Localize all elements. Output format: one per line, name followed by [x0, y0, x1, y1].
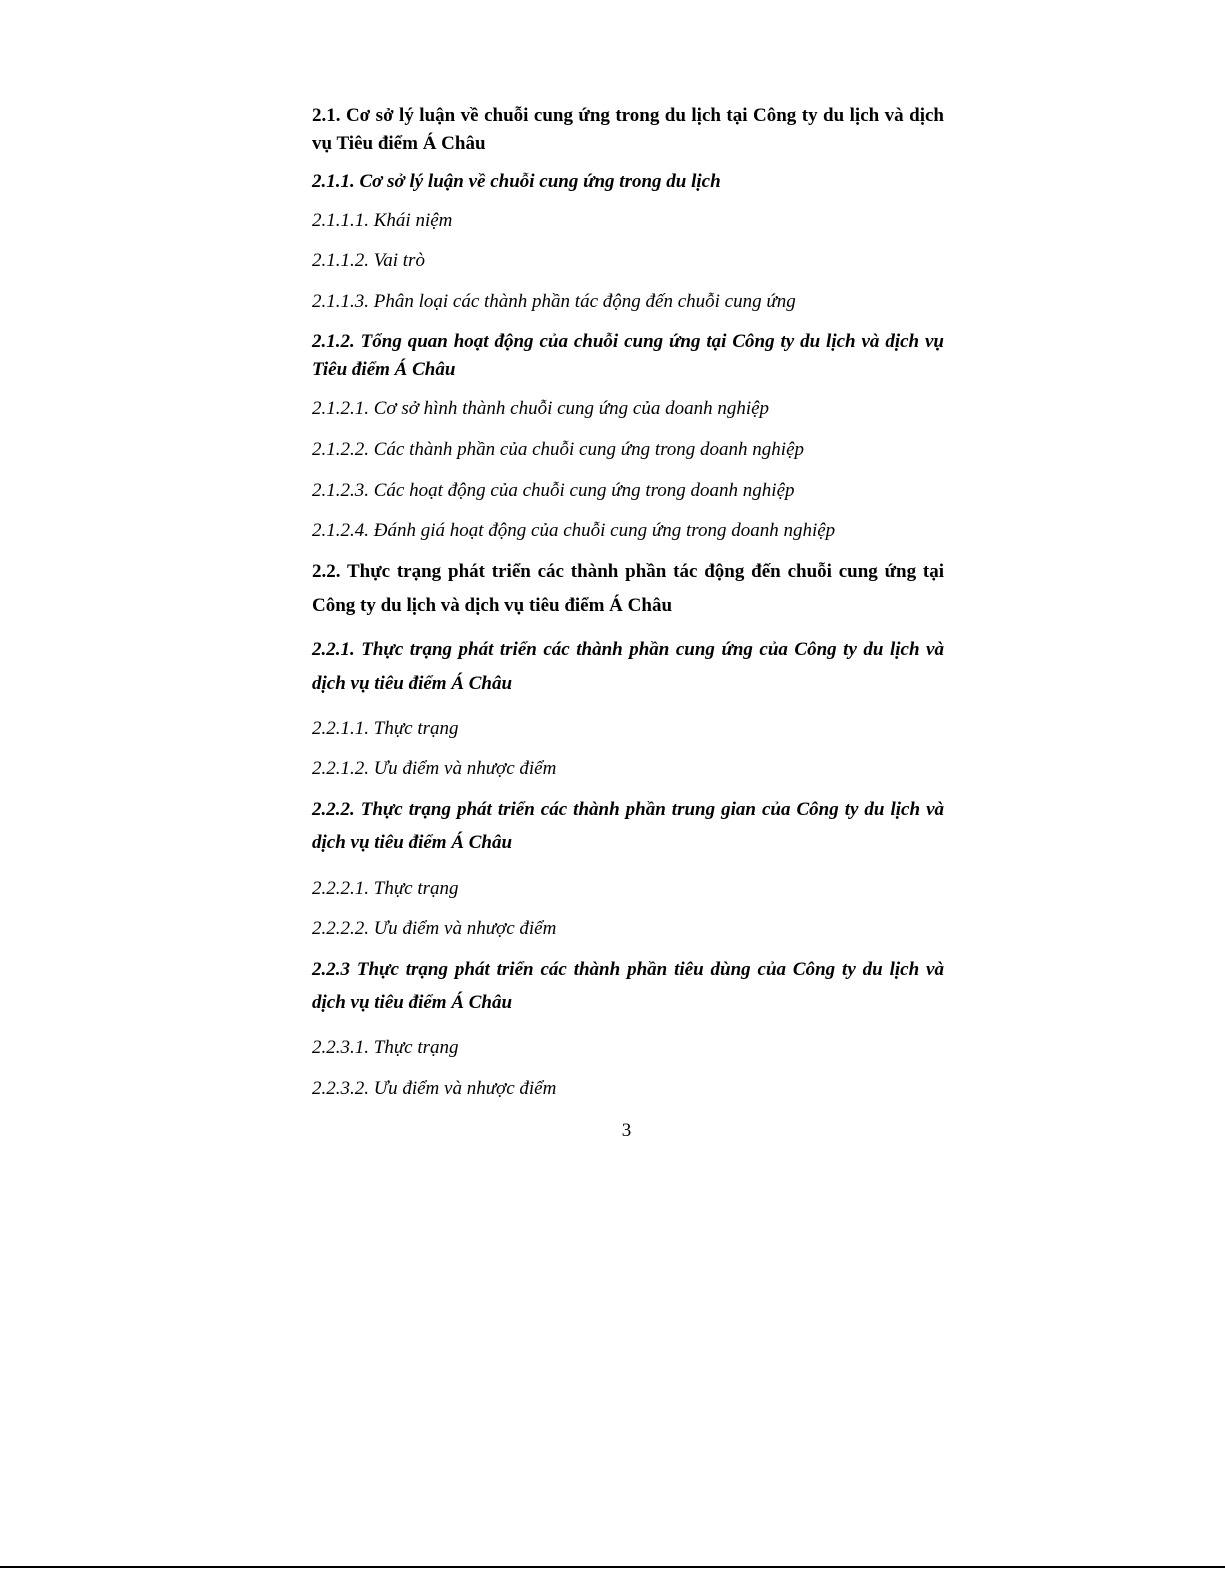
toc-item-2-1-1-1: 2.1.1.1. Khái niệm: [312, 210, 453, 231]
toc-heading-2-2-cont: Công ty du lịch và dịch vụ tiêu điểm Á Châu: [312, 595, 673, 616]
toc-item-2-2-1-2: 2.2.1.2. Ưu điểm và nhược điểm: [312, 758, 557, 779]
toc-item-2-1-2-2: 2.1.2.2. Các thành phần của chuỗi cung ứng trong doanh nghiệp: [312, 439, 805, 460]
toc-heading-2-2-1: 2.2.1. Thực trạng phát triển các thành phần cung ứng của Công ty du lịch và: [312, 639, 944, 660]
toc-item-2-2-2-2: 2.2.2.2. Ưu điểm và nhược điểm: [312, 918, 557, 939]
bottom-border-line: [0, 1566, 1225, 1568]
toc-item-2-2-3-2: 2.2.3.2. Ưu điểm và nhược điểm: [312, 1078, 557, 1099]
toc-heading-2-1-2-cont: Tiêu điểm Á Châu: [312, 359, 456, 380]
toc-heading-2-2-1-cont: dịch vụ tiêu điểm Á Châu: [312, 673, 513, 694]
toc-heading-2-1-2: 2.1.2. Tổng quan hoạt động của chuỗi cung ứng tại Công ty du lịch và dịch vụ: [312, 331, 944, 352]
toc-heading-2-2-3: 2.2.3 Thực trạng phát triển các thành phần tiêu dùng của Công ty du lịch và: [312, 959, 944, 980]
toc-heading-2-1: 2.1. Cơ sở lý luận về chuỗi cung ứng trong du lịch tại Công ty du lịch và dịch: [312, 105, 944, 126]
toc-item-2-2-1-1: 2.2.1.1. Thực trạng: [312, 718, 459, 739]
toc-item-2-1-2-3: 2.1.2.3. Các hoạt động của chuỗi cung ứng trong doanh nghiệp: [312, 480, 795, 501]
toc-item-2-2-2-1: 2.2.2.1. Thực trạng: [312, 878, 459, 899]
toc-heading-2-1-1: 2.1.1. Cơ sở lý luận về chuỗi cung ứng trong du lịch: [312, 171, 721, 192]
toc-item-2-1-2-4: 2.1.2.4. Đánh giá hoạt động của chuỗi cung ứng trong doanh nghiệp: [312, 520, 836, 541]
toc-heading-2-1-cont: vụ Tiêu điểm Á Châu: [312, 133, 486, 154]
toc-heading-2-2: 2.2. Thực trạng phát triển các thành phần tác động đến chuỗi cung ứng tại: [312, 561, 944, 582]
page-number: 3: [621, 1120, 632, 1141]
toc-heading-2-2-2-cont: dịch vụ tiêu điểm Á Châu: [312, 832, 513, 853]
toc-item-2-1-1-2: 2.1.1.2. Vai trò: [312, 250, 425, 271]
toc-heading-2-2-3-cont: dịch vụ tiêu điểm Á Châu: [312, 992, 513, 1013]
toc-heading-2-2-2: 2.2.2. Thực trạng phát triển các thành phần trung gian của Công ty du lịch và: [312, 799, 944, 820]
toc-item-2-1-1-3: 2.1.1.3. Phân loại các thành phần tác động đến chuỗi cung ứng: [312, 291, 796, 312]
toc-item-2-2-3-1: 2.2.3.1. Thực trạng: [312, 1037, 459, 1058]
toc-item-2-1-2-1: 2.1.2.1. Cơ sở hình thành chuỗi cung ứng của doanh nghiệp: [312, 398, 770, 419]
